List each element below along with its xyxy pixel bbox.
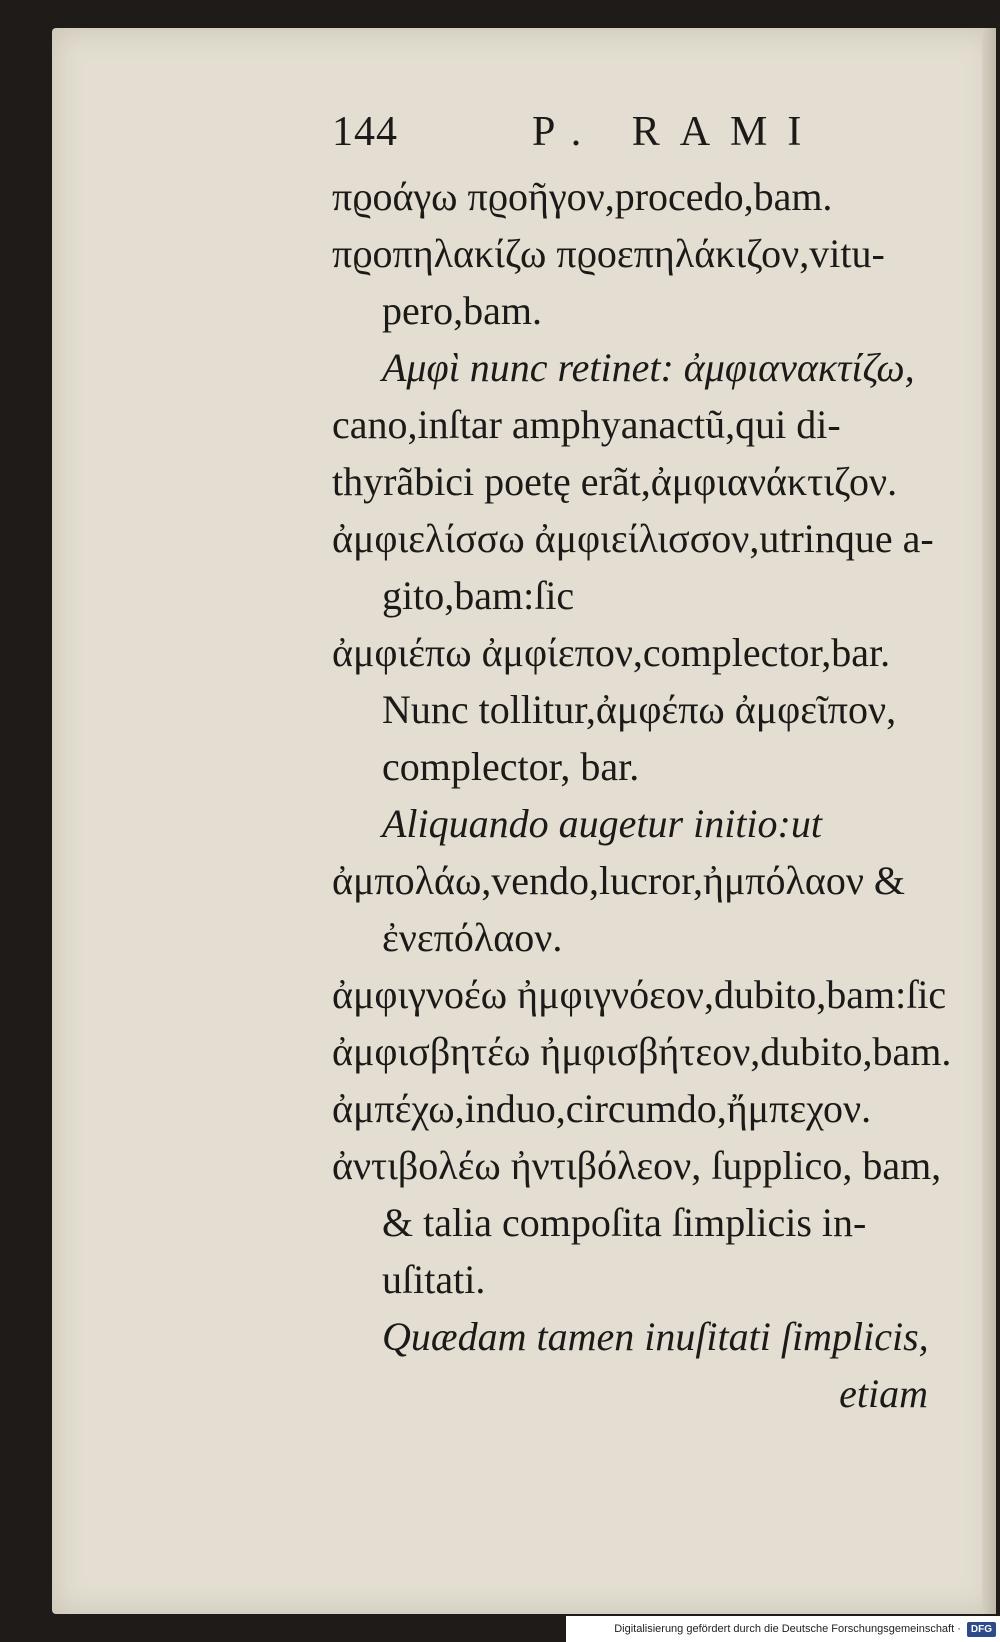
text-line: Quædam tamen inuſitati ſimplicis, <box>382 1314 929 1359</box>
text-line: πϱοπηλακίζω πϱοεπηλάκιζον,vitu- <box>332 231 885 276</box>
text-line: ἀμπολάω,vendo,lucror,ἠμπόλαον & <box>332 858 906 903</box>
text-line: uſitati. <box>382 1257 486 1302</box>
text-line: & talia compoſita ſimplicis in- <box>382 1200 867 1245</box>
book-page <box>52 28 996 1614</box>
text-line: cano,inſtar amphyanactũ,qui di- <box>332 402 841 447</box>
text-line: Nunc tollitur,ἀμφέπω ἀμφεῖπον, <box>382 687 897 732</box>
text-line: ἀμφισβητέω ἠμφισβήτεον,dubito,bam. <box>332 1029 952 1074</box>
text-line: ἐνεπόλαον. <box>382 915 563 960</box>
text-line: ἀμπέχω,induo,circumdo,ἤμπεχον. <box>332 1086 872 1131</box>
text-line: gito,bam:ſic <box>382 573 575 618</box>
text-block <box>282 108 982 1422</box>
text-line: ἀντιβολέω ἠντιβόλεον, ſupplico, bam, <box>332 1143 942 1188</box>
running-head: P. RAMI <box>532 109 822 155</box>
page-edge <box>982 28 996 1614</box>
text-line: Aliquando augetur initio:ut <box>382 801 822 846</box>
credit-text: Digitalisierung gefördert durch die Deutsche Forschungsgemeinschaft · <box>614 1623 961 1635</box>
page-number: 144 <box>332 109 398 155</box>
dfg-logo: DFG <box>967 1622 996 1637</box>
text-line: πϱοάγω πϱοῆγον,procedo,bam. <box>332 174 833 219</box>
digitization-credit <box>566 1616 1000 1642</box>
text-line: thyrãbici poetę erãt,ἀμφιανάκτιζον. <box>332 459 898 504</box>
text-line: pero,bam. <box>382 288 542 333</box>
text-line: ἀμφιελίσσω ἀμφιείλισσον,utrinque a- <box>332 516 934 561</box>
text-line: ἀμφιέπω ἀμφίεπον,complector,bar. <box>332 630 891 675</box>
text-line: ἀμφιγνοέω ἠμφιγνόεον,dubito,bam:ſic <box>332 972 947 1017</box>
text-line: Αμφὶ nunc retinet: ἀμφιανακτίζω, <box>382 345 915 390</box>
catchword: etiam <box>839 1371 928 1416</box>
text-line: complector, bar. <box>382 744 640 789</box>
page-header <box>282 108 982 168</box>
